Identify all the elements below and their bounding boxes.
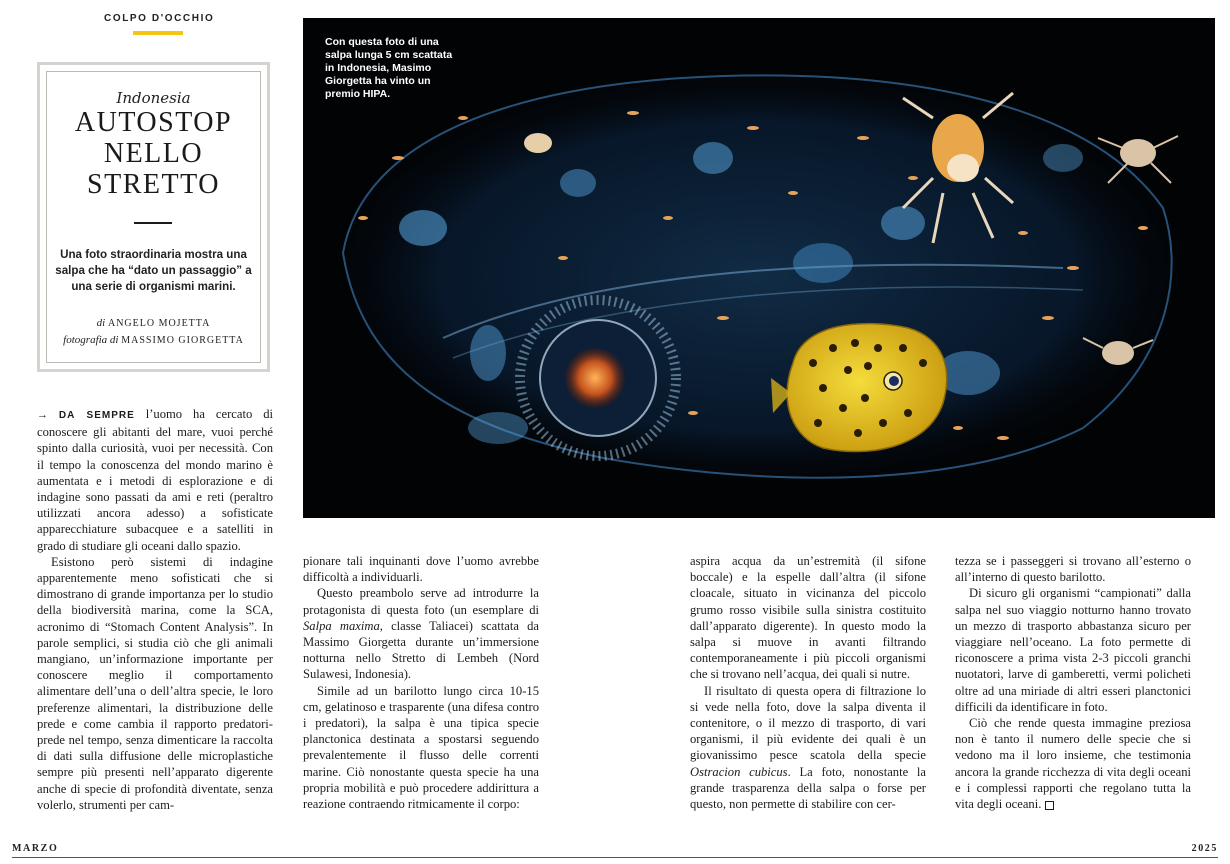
article-paragraph: Di sicuro gli organismi “campionati” dalla salpa nel suo viaggio notturno hanno trovato un mezzo di trasporto abbastanza sicuro per viaggiare nell’oceano. La foto permette di riconoscere a prima vista 2-3 piccoli granchi nuotatori, larve di gamberetti, vermi policheti oltre ad una miriade di altri esseri planctonici difficili da identificare in foto. (955, 586, 1191, 714)
footer-year: 2025 (1191, 843, 1218, 854)
footer-month: MARZO (12, 843, 59, 854)
headline-line: NELLO (103, 138, 204, 169)
article-column-1 (37, 406, 273, 813)
headline (40, 107, 267, 200)
species-name: Salpa maxima (303, 618, 380, 633)
lead-word: DA SEMPRE (58, 410, 135, 421)
credits (40, 315, 267, 349)
article-paragraph: tezza se i passeggeri si trovano all’esterno o all’interno di questo barilotto. (955, 554, 1191, 585)
footer-rule (12, 857, 1218, 858)
paragraph-text: , classe Taliacei) scattata da Massimo Giorgetta durante un’immersione notturna nello Stretto di Lembeh (Nord Sulawesi, Indonesia). (303, 618, 539, 682)
paragraph-text: Questo preambolo serve ad introdurre la protagonista di questa foto (un esemplare di (303, 586, 539, 617)
place-label: Indonesia (116, 89, 191, 107)
article-paragraph: aspira acqua da un’estremità (il sifone boccale) e la espelle dall’altra (il sifone cloacale, situato in vicinanza del piccolo grumo rosso visibile sulla sinistra costituito dall’apparato digerente). In questo modo la salpa si muove in avanti filtrando contemporaneamente i più piccoli organismi che si trovano nell’acqua, dei quali si nutre. (690, 554, 926, 682)
author-name: ANGELO MOJETTA (107, 318, 211, 329)
photographer-credit (40, 332, 267, 349)
photographer-prefix: fotografia di (63, 334, 119, 346)
paragraph-text: l’uomo ha cercato di conoscere gli abitanti del mare, vuoi perché spinto dalla curiosità, vuoi per necessità. Con il tempo la conoscenza del mondo marino è aumentata e i metodi di esplorazione e di indagine sono passati da ami e reti (peraltro utilizzati ancora adesso) a sofisticate apparecchiature subacquee e a satelliti in grado di studiare gli oceani dallo spazio. (37, 407, 273, 553)
title-box (37, 62, 270, 372)
species-name: Ostracion cubicus (690, 764, 788, 779)
article-paragraph: pionare tali inquinanti dove l’uomo avrebbe difficoltà a individuarli. (303, 554, 539, 585)
kicker-underline (133, 31, 183, 35)
article-paragraph (690, 683, 926, 813)
title-rule (134, 222, 172, 224)
author-credit (40, 315, 267, 332)
paragraph-text: . La foto, nonostante la grande trasparenza della salpa o forse per questo, non permette di stabilire con cer- (690, 764, 926, 812)
paragraph-text: Ciò che rende questa immagine preziosa non è tanto il numero delle specie che si vedono ma il loro insieme, che testimonia ancora la grande ricchezza di vita degli oceani e i complessi rapporti che regolano tutta la vita degli oceani. (955, 716, 1191, 812)
end-mark-icon (1045, 801, 1054, 810)
salp-photo (303, 18, 1215, 518)
section-kicker: COLPO D'OCCHIO (104, 13, 215, 24)
article-paragraph: Esistono però sistemi di indagine apparentemente meno sofisticati che si dimostrano di grande importanza per lo studio della biodiversità marina, come la SCA, acronimo di “Stomach Content Analysis”. In parole semplici, si studia ciò che gli animali mangiano, un’informazione importante per conoscere meglio il comportamento alimentare dell’una o dell’altra specie, le loro preferenze alimentari, la distribuzione delle prede e come cambia il rapporto predatori-prede nel tempo, senza dimenticare la raccolta di dati sulla diffusione delle microplastiche sempre più presenti nell’apparato digerente anche di specie di profondità diventate, senza volerlo, strumenti per cam- (37, 554, 273, 812)
article-column-4 (955, 553, 1191, 812)
headline-line: STRETTO (87, 169, 220, 200)
subhead: Una foto straordinaria mostra una salpa che ha “dato un passaggio” a una serie di organismi marini. (55, 248, 252, 293)
photographer-name: MASSIMO GIORGETTA (121, 335, 244, 346)
photo-caption: Con questa foto di una salpa lunga 5 cm scattata in Indonesia, Masimo Giorgetta ha vinto un premio HIPA. (325, 36, 453, 100)
article-column-3 (690, 553, 926, 812)
author-prefix: di (96, 317, 106, 329)
article-paragraph (303, 585, 539, 682)
headline-line: AUTOSTOP (74, 107, 233, 138)
arrow-right-icon: → (37, 409, 59, 421)
article-column-2 (303, 553, 539, 812)
article-paragraph (37, 406, 273, 554)
article-paragraph: Simile ad un barilotto lungo circa 10-15 cm, gelatinoso e trasparente (una difesa contro i predatori), la salpa è una tipica specie planctonica destinata a spostarsi seguendo prevalentemente il flusso delle correnti marine. Ciò nonostante questa specie ha una propria mobilità e può procedere addirittura a reazione contraendo ritmicamente il corpo: (303, 683, 539, 812)
article-paragraph (955, 715, 1191, 812)
paragraph-text: Il risultato di questa opera di filtrazione lo si vede nella foto, dove la salpa diventa il contenitore, o il mezzo di trasporto, di vari organismi, il più evidente dei quali è un giovanissimo pesce scatola della specie (690, 683, 926, 763)
